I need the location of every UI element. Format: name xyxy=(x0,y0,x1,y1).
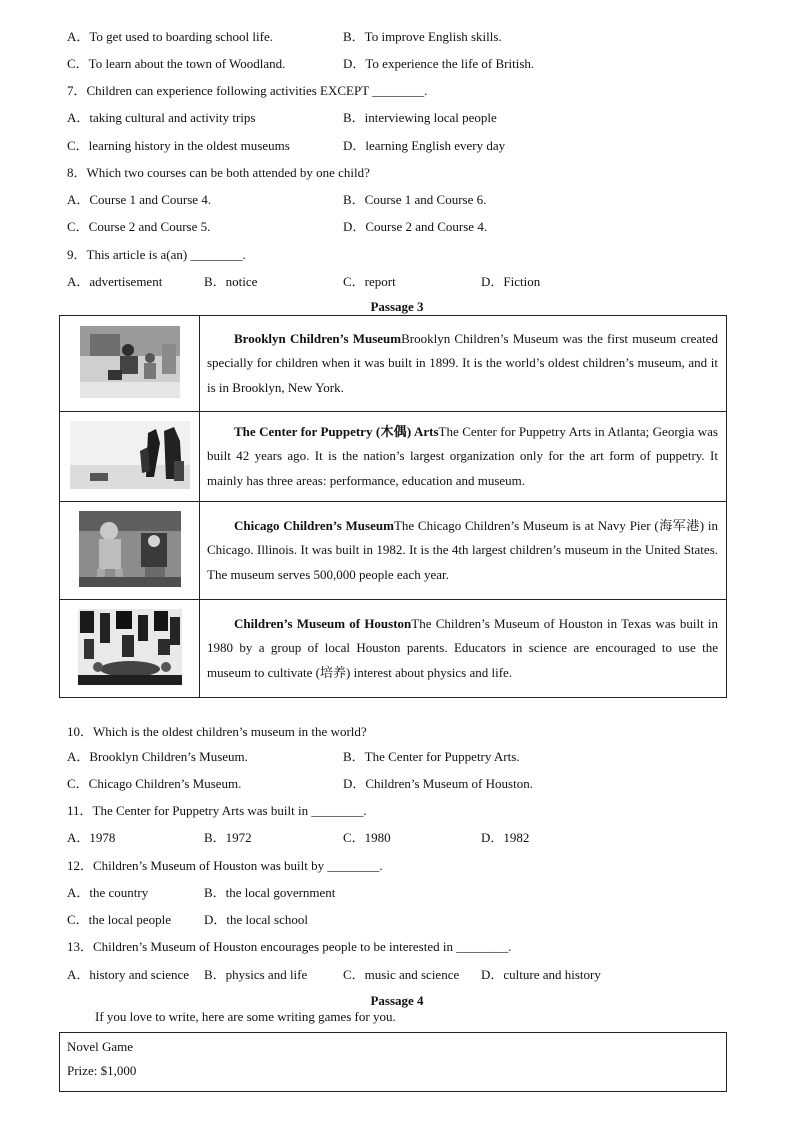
option-letter: C． xyxy=(343,830,365,845)
museum-text: The Chicago Children’s Museum is at Navy Pier (海军港) in Chicago. Illinois. It was built in 1982. It is the 4th largest children’s museum in the United States. The museum serves 500,000 people each year. xyxy=(207,517,718,582)
q8-option-c[interactable] xyxy=(67,219,210,235)
option-letter: A． xyxy=(67,967,90,982)
q10-stem: 10．Which is the oldest children’s museum in the world? xyxy=(67,724,367,739)
q6-option-a[interactable] xyxy=(67,29,273,45)
q8-option-a[interactable] xyxy=(67,192,211,208)
option-letter: A． xyxy=(67,29,90,44)
option-text: history and science xyxy=(89,967,190,982)
puppetry-arts-photo xyxy=(70,421,190,489)
option-text: To experience the life of British. xyxy=(365,56,535,71)
q7-option-c[interactable] xyxy=(67,138,290,154)
q10-option-c[interactable] xyxy=(67,776,241,792)
option-text: Children’s Museum of Houston. xyxy=(365,776,533,791)
option-text: To get used to boarding school life. xyxy=(89,29,273,44)
option-letter: D． xyxy=(481,830,504,845)
museum-description xyxy=(200,316,727,412)
novel-game-prize: Prize: $1,000 xyxy=(67,1063,137,1078)
table-row xyxy=(60,502,727,600)
option-text: Fiction xyxy=(503,274,541,289)
option-letter: D． xyxy=(343,56,366,71)
option-letter: B． xyxy=(343,29,365,44)
option-text: Course 1 and Course 6. xyxy=(364,192,487,207)
q6-option-d[interactable] xyxy=(343,56,534,72)
q13-option-b[interactable] xyxy=(204,967,307,983)
option-letter: D． xyxy=(481,967,504,982)
option-letter: B． xyxy=(204,967,226,982)
q9-option-d[interactable] xyxy=(481,274,540,290)
option-letter: D． xyxy=(343,219,366,234)
q11-option-d[interactable] xyxy=(481,830,529,846)
q12-option-d[interactable] xyxy=(204,912,308,928)
option-letter: A． xyxy=(67,885,90,900)
table-row xyxy=(60,316,727,412)
option-text: notice xyxy=(225,274,258,289)
option-letter: B． xyxy=(343,110,365,125)
q6-option-b[interactable] xyxy=(343,29,502,45)
option-letter: D． xyxy=(343,776,366,791)
q13-stem: 13．Children’s Museum of Houston encourages people to be interested in ________. xyxy=(67,939,512,954)
q10-option-d[interactable] xyxy=(343,776,533,792)
q9-option-a[interactable] xyxy=(67,274,162,290)
option-text: culture and history xyxy=(503,967,601,982)
option-letter: C． xyxy=(67,912,89,927)
table-row xyxy=(60,412,727,502)
museum-description xyxy=(200,412,727,502)
q11-option-a[interactable] xyxy=(67,830,115,846)
option-text: 1978 xyxy=(89,830,116,845)
houston-museum-photo xyxy=(78,609,182,685)
q11-option-c[interactable] xyxy=(343,830,391,846)
museum-text: The Center for Puppetry Arts in Atlanta; Georgia was built 42 years ago. It is the nation’s largest organization only for the art form of puppetry. It mainly has three areas: performance, education and museum. xyxy=(207,423,718,488)
option-letter: A． xyxy=(67,749,90,764)
option-text: report xyxy=(364,274,396,289)
option-text: the local government xyxy=(225,885,336,900)
option-text: The Center for Puppetry Arts. xyxy=(364,749,520,764)
option-text: Course 2 and Course 4. xyxy=(365,219,488,234)
option-letter: C． xyxy=(343,274,365,289)
option-text: Chicago Children’s Museum. xyxy=(88,776,242,791)
option-letter: B． xyxy=(204,885,226,900)
q9-option-b[interactable] xyxy=(204,274,257,290)
q7-stem: 7．Children can experience following activities EXCEPT ________. xyxy=(67,83,428,98)
museum-description xyxy=(200,502,727,600)
option-letter: D． xyxy=(204,912,227,927)
option-letter: C． xyxy=(67,56,89,71)
q9-stem: 9．This article is a(an) ________. xyxy=(67,247,246,262)
table-row xyxy=(60,600,727,698)
q6-option-c[interactable] xyxy=(67,56,285,72)
museum-table xyxy=(59,315,727,698)
q10-option-a[interactable] xyxy=(67,749,248,765)
museum-name: Children’s Museum of Houston xyxy=(234,615,412,631)
option-text: physics and life xyxy=(225,967,308,982)
option-letter: A． xyxy=(67,192,90,207)
q8-option-d[interactable] xyxy=(343,219,487,235)
option-text: learning history in the oldest museums xyxy=(88,138,290,153)
q13-option-d[interactable] xyxy=(481,967,601,983)
option-letter: A． xyxy=(67,110,90,125)
photo-cell xyxy=(60,502,200,600)
option-text: To improve English skills. xyxy=(364,29,502,44)
q13-option-a[interactable] xyxy=(67,967,189,983)
option-letter: C． xyxy=(343,967,365,982)
option-text: learning English every day xyxy=(365,138,506,153)
museum-name: Chicago Children’s Museum xyxy=(234,517,394,533)
option-text: interviewing local people xyxy=(364,110,497,125)
q8-stem: 8．Which two courses can be both attended by one child? xyxy=(67,165,370,180)
option-text: music and science xyxy=(364,967,460,982)
q12-option-b[interactable] xyxy=(204,885,335,901)
chicago-museum-photo xyxy=(79,511,181,587)
brooklyn-museum-photo xyxy=(80,326,180,398)
option-text: 1972 xyxy=(225,830,252,845)
photo-cell xyxy=(60,316,200,412)
novel-game-title: Novel Game xyxy=(67,1039,134,1054)
option-letter: A． xyxy=(67,830,90,845)
option-letter: D． xyxy=(481,274,504,289)
option-letter: C． xyxy=(67,776,89,791)
photo-cell xyxy=(60,412,200,502)
museum-name: The Center for Puppetry (木偶) Arts xyxy=(234,423,439,439)
option-text: Course 2 and Course 5. xyxy=(88,219,211,234)
q12-option-a[interactable] xyxy=(67,885,148,901)
q9-option-c[interactable] xyxy=(343,274,396,290)
option-letter: B． xyxy=(343,192,365,207)
q11-option-b[interactable] xyxy=(204,830,252,846)
museum-text: The Children’s Museum of Houston in Texas was built in 1980 by a group of local Houston parents. Educators in science are encouraged to use the museum to cultivate (培养) interest about physics and life. xyxy=(207,615,718,680)
q11-stem: 11．The Center for Puppetry Arts was built in ________. xyxy=(67,803,367,818)
q7-option-b[interactable] xyxy=(343,110,497,126)
passage3-title: Passage 3 xyxy=(370,299,424,314)
q7-option-a[interactable] xyxy=(67,110,255,126)
option-letter: B． xyxy=(204,274,226,289)
museum-description xyxy=(200,600,727,698)
option-letter: C． xyxy=(67,219,89,234)
photo-cell xyxy=(60,600,200,698)
option-text: taking cultural and activity trips xyxy=(89,110,256,125)
passage4-intro: If you love to write, here are some writing games for you. xyxy=(95,1009,396,1024)
option-text: 1980 xyxy=(364,830,391,845)
q12-stem: 12．Children’s Museum of Houston was built by ________. xyxy=(67,858,383,873)
option-letter: B． xyxy=(343,749,365,764)
option-letter: A． xyxy=(67,274,90,289)
museum-name: Brooklyn Children’s Museum xyxy=(234,330,402,346)
option-text: the local school xyxy=(226,912,308,927)
q7-option-d[interactable] xyxy=(343,138,505,154)
option-text: 1982 xyxy=(503,830,530,845)
option-text: Course 1 and Course 4. xyxy=(89,192,212,207)
option-letter: D． xyxy=(343,138,366,153)
q12-option-c[interactable] xyxy=(67,912,171,928)
option-letter: B． xyxy=(204,830,226,845)
q13-option-c[interactable] xyxy=(343,967,459,983)
option-text: the local people xyxy=(88,912,171,927)
q8-option-b[interactable] xyxy=(343,192,486,208)
option-text: To learn about the town of Woodland. xyxy=(88,56,286,71)
passage4-title: Passage 4 xyxy=(370,993,424,1008)
museum-text: Brooklyn Children’s Museum was the first museum created specially for children when it was built in 1899. It is the world’s oldest children’s museum, and it is in Brooklyn, New York. xyxy=(207,330,718,395)
option-letter: C． xyxy=(67,138,89,153)
q10-option-b[interactable] xyxy=(343,749,520,765)
option-text: the country xyxy=(89,885,149,900)
novel-game-box xyxy=(59,1032,727,1092)
option-text: Brooklyn Children’s Museum. xyxy=(89,749,248,764)
option-text: advertisement xyxy=(89,274,163,289)
